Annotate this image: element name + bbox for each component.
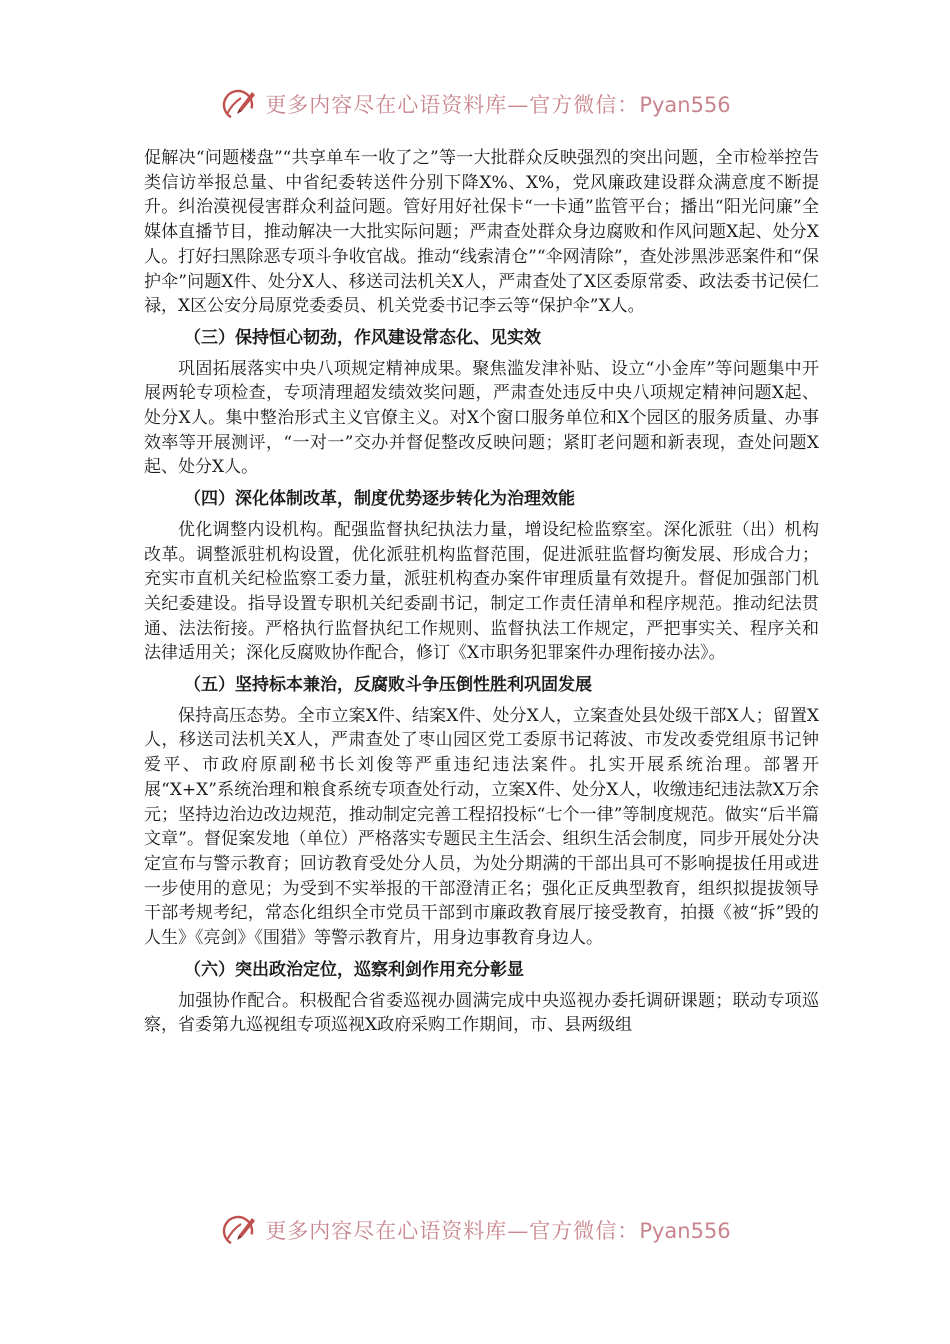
banner-wechat-id: Pyan556 bbox=[639, 1219, 731, 1243]
body-paragraph: 保持高压态势。全市立案X件、结案X件、处分X人，立案查处县处级干部X人；留置X人，移送司法机关X人，严肃查处了枣山园区党工委原书记蒋波、市发改委党组原书记钟爱平、市政府原副秘书长刘俊等严重违纪违法案件。扎实开展系统治理。部署开展“X+X”系统治理和粮食系统专项查处行动，立案X件、处分X人，收缴违纪违法款X万余元；坚持边治边改边规范，推动制定完善工程招投标“七个一律”等制度规范。做实“后半篇文章”。督促案发地（单位）严格落实专题民主生活会、组织生活会制度，同步开展处分决定宣布与警示教育；回访教育受处分人员，为处分期满的干部出具可不影响提拔任用或进一步使用的意见；为受到不实举报的干部澄清正名；强化正反典型教育，组织拟提拔领导干部考规考纪，常态化组织全市党员干部到市廉政教育展厅接受教育，拍摄《被“拆”毁的人生》《亮剑》《围猎》等警示教育片，用身边事教育身边人。 bbox=[144, 705, 819, 949]
body-paragraph: 巩固拓展落实中央八项规定精神成果。聚焦滥发津补贴、设立“小金库”等问题集中开展两轮专项检查，专项清理超发绩效奖问题，严肃查处违反中央八项规定精神问题X起、处分X人。集中整治形式主义官僚主义。对X个窗口服务单位和X个园区的服务质量、办事效率等开展测评，“一对一”交办并督促整改反映问题；紧盯老问题和新表现，查处问题X起、处分X人。 bbox=[144, 358, 819, 478]
footer-banner bbox=[0, 1206, 950, 1254]
banner-text: 更多内容尽在心语资料库—官方微信： bbox=[265, 93, 640, 117]
banner-wechat-id: Pyan556 bbox=[639, 93, 731, 117]
banner-text: 更多内容尽在心语资料库—官方微信： bbox=[265, 1219, 640, 1243]
section-heading: （三）保持恒心韧劲，作风建设常态化、见实效 bbox=[184, 327, 541, 348]
body-paragraph: 促解决“问题楼盘”“共享单车一收了之”等一大批群众反映强烈的突出问题，全市检举控告类信访举报总量、中省纪委转送件分别下降X%、X%，党风廉政建设群众满意度不断提升。纠治漠视侵害群众利益问题。管好用好社保卡“一卡通”监管平台；播出“阳光问廉”全媒体直播节目，推动解决一大批实际问题；严肃查处群众身边腐败和作风问题X起、处分X人。打好扫黑除恶专项斗争收官战。推动“线索清仓”“伞网清除”，查处涉黑涉恶案件和“保护伞”问题X件、处分X人、移送司法机关X人，严肃查处了X区委原常委、政法委书记侯仁禄，X区公安分局原党委委员、机关党委书记李云等“保护伞”X人。 bbox=[144, 148, 819, 317]
body-paragraph: 优化调整内设机构。配强监督执纪执法力量，增设纪检监察室。深化派驻（出）机构改革。调整派驻机构设置，优化派驻机构监督范围，促进派驻监督均衡发展、形成合力；充实市直机关纪检监察工委力量，派驻机构查办案件审理质量有效提升。督促加强部门机关纪委建设。指导设置专职机关纪委副书记，制定工作责任清单和程序规范。推动纪法贯通、法法衔接。严格执行监督执纪工作规则、监督执法工作规定，严把事实关、程序关和法律适用关；深化反腐败协作配合，修订《X市职务犯罪案件办理衔接办法》。 bbox=[144, 519, 819, 664]
section-heading: （六）突出政治定位，巡察利剑作用充分彰显 bbox=[184, 959, 524, 980]
pen-wreath-logo-icon bbox=[219, 84, 259, 124]
header-banner bbox=[0, 80, 950, 128]
section-heading: （五）坚持标本兼治，反腐败斗争压倒性胜利巩固发展 bbox=[184, 675, 592, 696]
body-paragraph: 加强协作配合。积极配合省委巡视办圆满完成中央巡视办委托调研课题；联动专项巡察，省委第九巡视组专项巡视X政府采购工作期间，市、县两级组 bbox=[144, 990, 819, 1036]
document-body bbox=[144, 146, 819, 1038]
pen-wreath-logo-icon bbox=[219, 1210, 259, 1250]
section-heading: （四）深化体制改革，制度优势逐步转化为治理效能 bbox=[184, 489, 575, 510]
